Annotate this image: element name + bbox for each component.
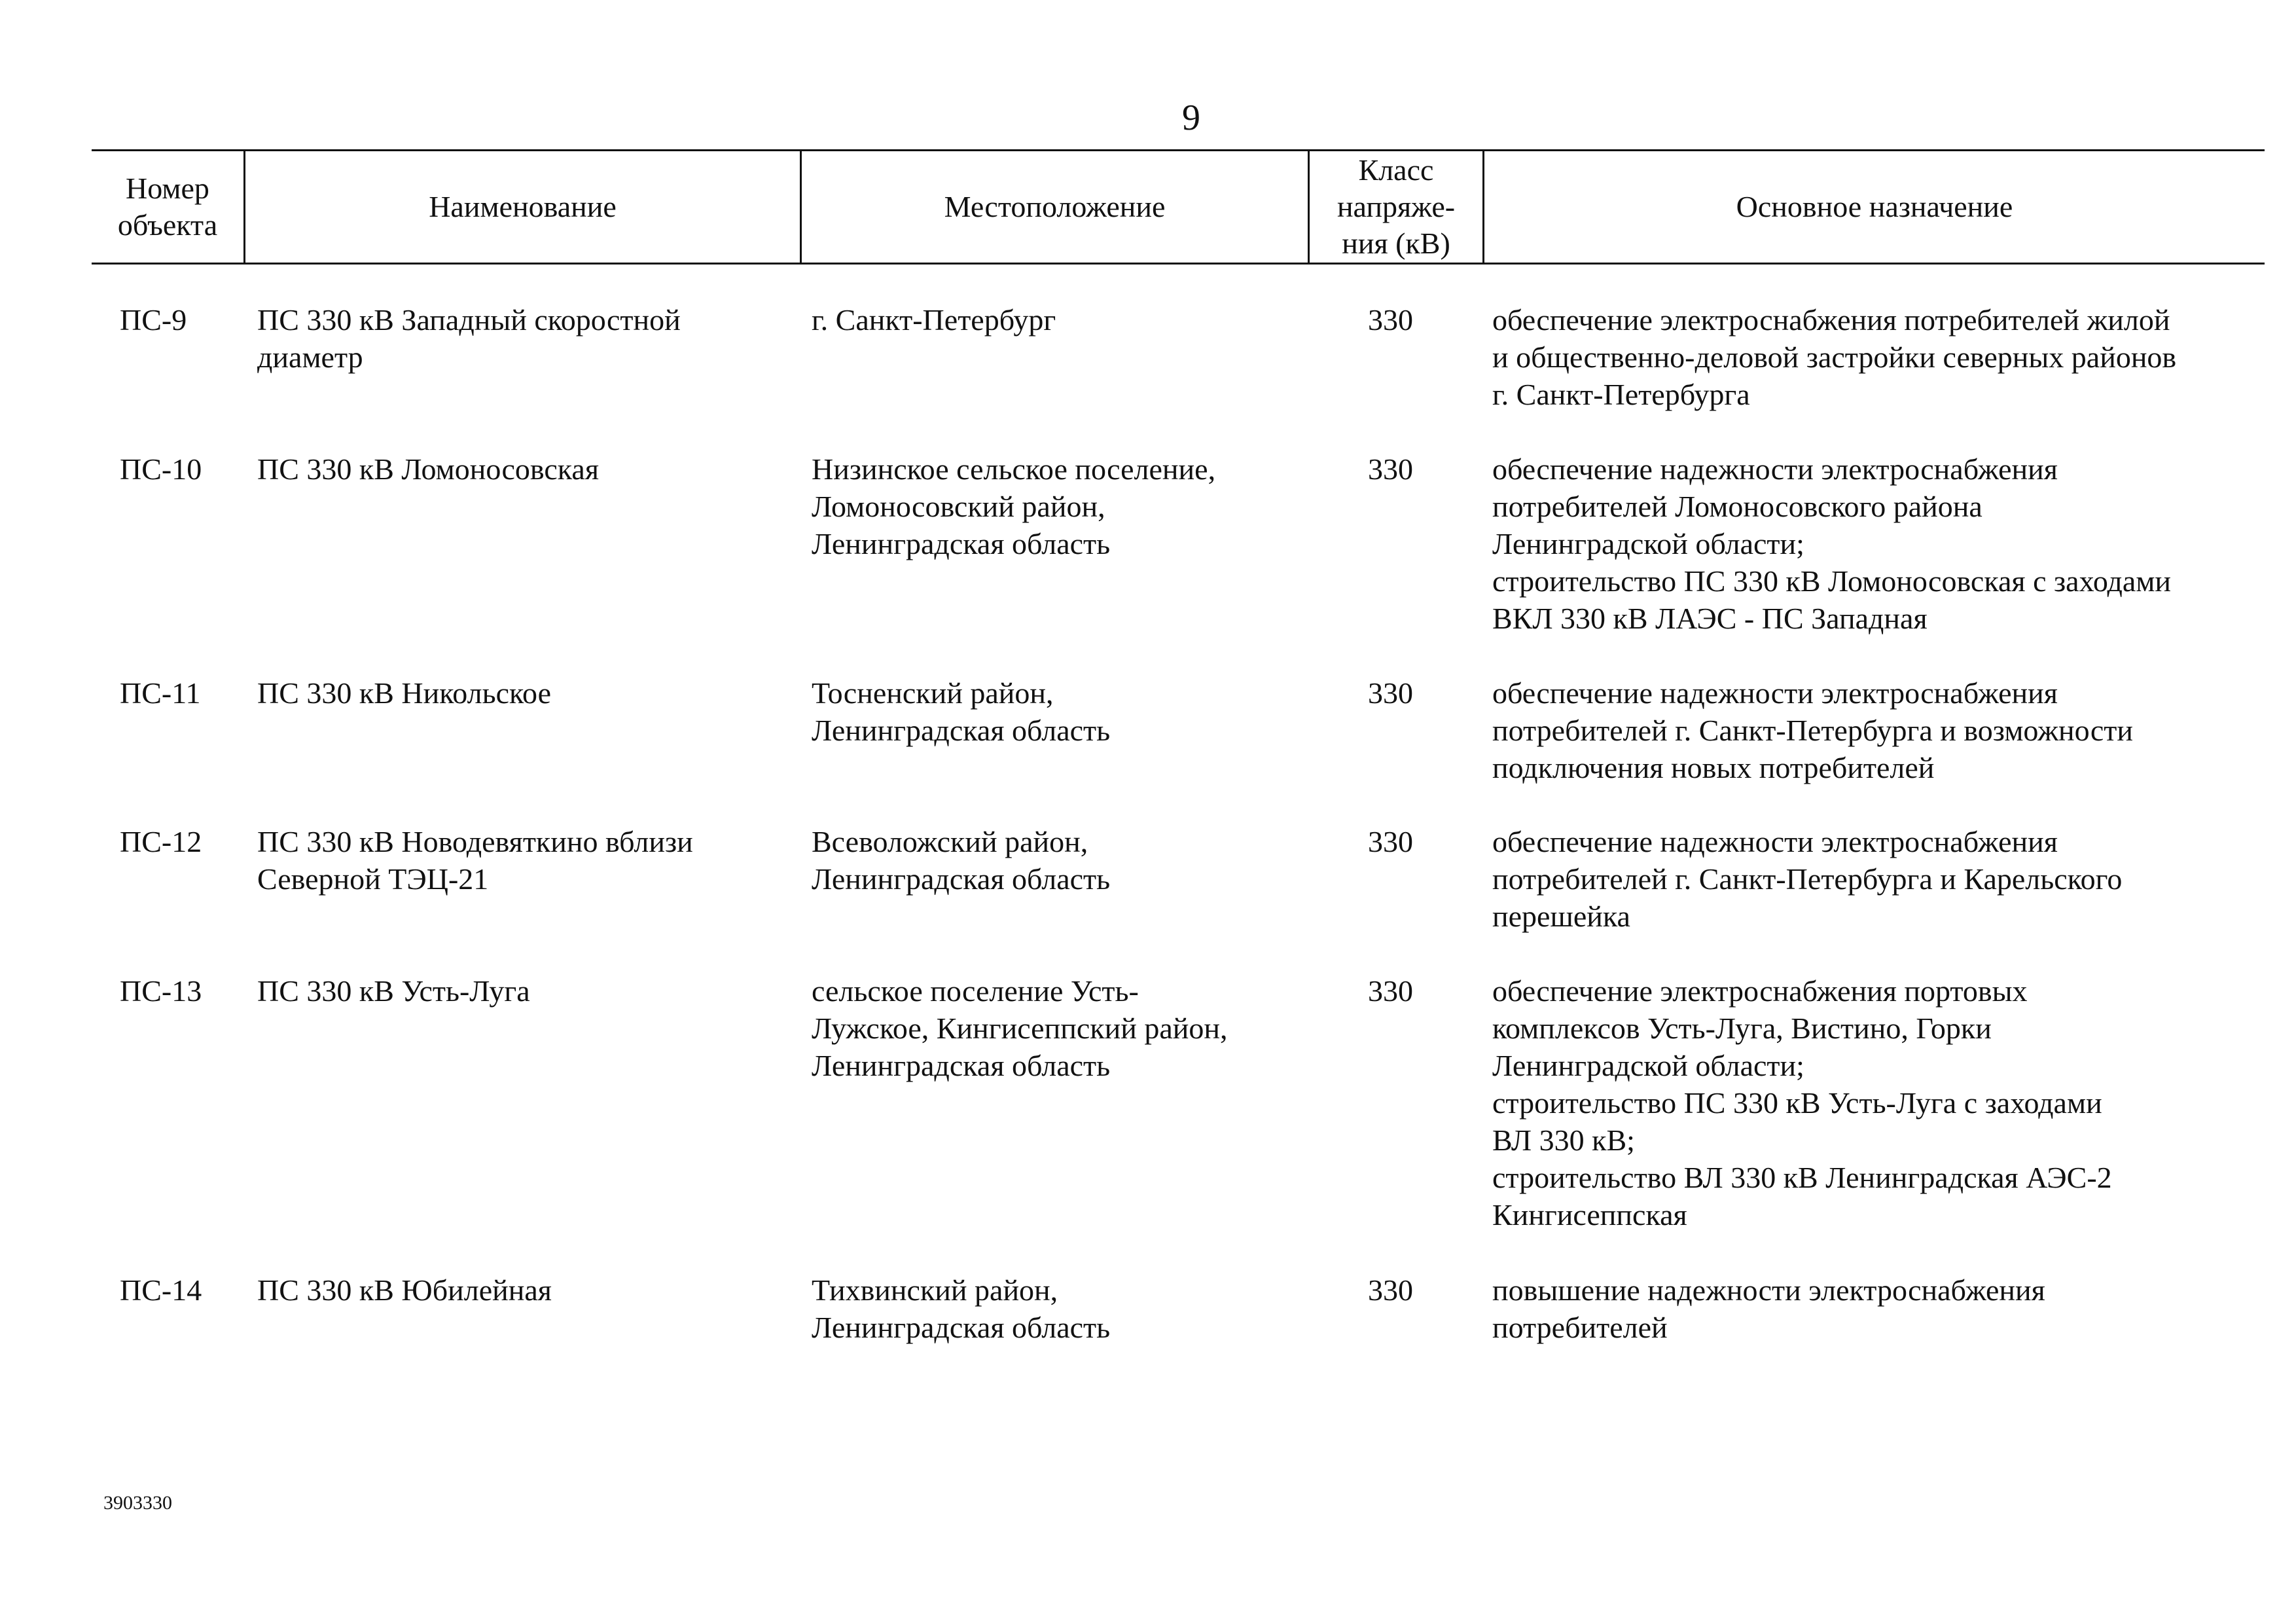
row-3-name: ПС 330 кВ Никольское <box>257 676 552 710</box>
row-1-number: ПС-9 <box>120 303 187 337</box>
row-4-location: Всеволожский район, Ленинградская область <box>812 825 1111 896</box>
row-2-name: ПС 330 кВ Ломоносовская <box>257 452 599 486</box>
row-6-name: ПС 330 кВ Юбилейная <box>257 1273 552 1307</box>
header-purpose <box>1484 151 2265 263</box>
row-1-voltage: 330 <box>1368 303 1413 337</box>
row-1-location: г. Санкт-Петербург <box>812 303 1056 337</box>
row-4-number: ПС-12 <box>120 825 202 858</box>
row-2-purpose: обеспечение надежности электроснабжения потребителей Ломоносовского района Ленинградской области; строительство ПС 330 кВ Ломоносовская с заходами ВКЛ 330 кВ ЛАЭС - ПС Западная <box>1492 452 2172 635</box>
row-6-voltage: 330 <box>1368 1273 1413 1307</box>
footer-document-code: 3903330 <box>103 1492 172 1514</box>
page-number: 9 <box>1182 98 1200 138</box>
row-6-number: ПС-14 <box>120 1273 202 1307</box>
row-5-voltage: 330 <box>1368 974 1413 1008</box>
header-purpose-label: Основное назначение <box>1736 189 2013 223</box>
header-name <box>245 151 800 263</box>
row-5-name: ПС 330 кВ Усть-Луга <box>257 974 530 1008</box>
row-3-purpose: обеспечение надежности электроснабжения потребителей г. Санкт-Петербурга и возможности подключения новых потребителей <box>1492 676 2133 784</box>
header-voltage-label: Класс напряже- ния (кВ) <box>1336 153 1456 260</box>
row-4-voltage: 330 <box>1368 825 1413 858</box>
row-2-voltage: 330 <box>1368 452 1413 486</box>
row-1-purpose: обеспечение электроснабжения потребителей жилой и общественно-деловой застройки северных районов г. Санкт-Петербурга <box>1492 303 2177 411</box>
header-location-label: Местоположение <box>944 189 1166 223</box>
row-4-name: ПС 330 кВ Новодевяткино вблизи Северной ТЭЦ-21 <box>257 825 693 896</box>
row-1-name: ПС 330 кВ Западный скоростной диаметр <box>257 303 681 374</box>
row-2-location: Низинское сельское поселение, Ломоносовский район, Ленинградская область <box>812 452 1216 560</box>
row-3-location: Тосненский район, Ленинградская область <box>812 676 1111 747</box>
row-3-voltage: 330 <box>1368 676 1413 710</box>
row-4-purpose: обеспечение надежности электроснабжения потребителей г. Санкт-Петербурга и Карельского перешейка <box>1492 825 2123 933</box>
header-number-label: Номер объекта <box>117 171 218 242</box>
row-5-location: сельское поселение Усть- Лужское, Кингисеппский район, Ленинградская область <box>812 974 1228 1082</box>
row-2-number: ПС-10 <box>120 452 202 486</box>
row-5-number: ПС-13 <box>120 974 202 1008</box>
header-location <box>802 151 1308 263</box>
row-6-purpose: повышение надежности электроснабжения потребителей <box>1492 1273 2045 1344</box>
header-name-label: Наименование <box>429 189 617 223</box>
row-5-purpose: обеспечение электроснабжения портовых комплексов Усть-Луга, Вистино, Горки Ленинградской области; строительство ПС 330 кВ Усть-Луга с заходами ВЛ 330 кВ; строительство ВЛ 330 кВ Ленинградская АЭС-2 Кингисеппская <box>1492 974 2112 1231</box>
header-number <box>92 151 243 263</box>
header-voltage <box>1310 151 1482 263</box>
row-6-location: Тихвинский район, Ленинградская область <box>812 1273 1111 1344</box>
table-header-bottom-rule <box>92 263 2265 264</box>
row-3-number: ПС-11 <box>120 676 201 710</box>
